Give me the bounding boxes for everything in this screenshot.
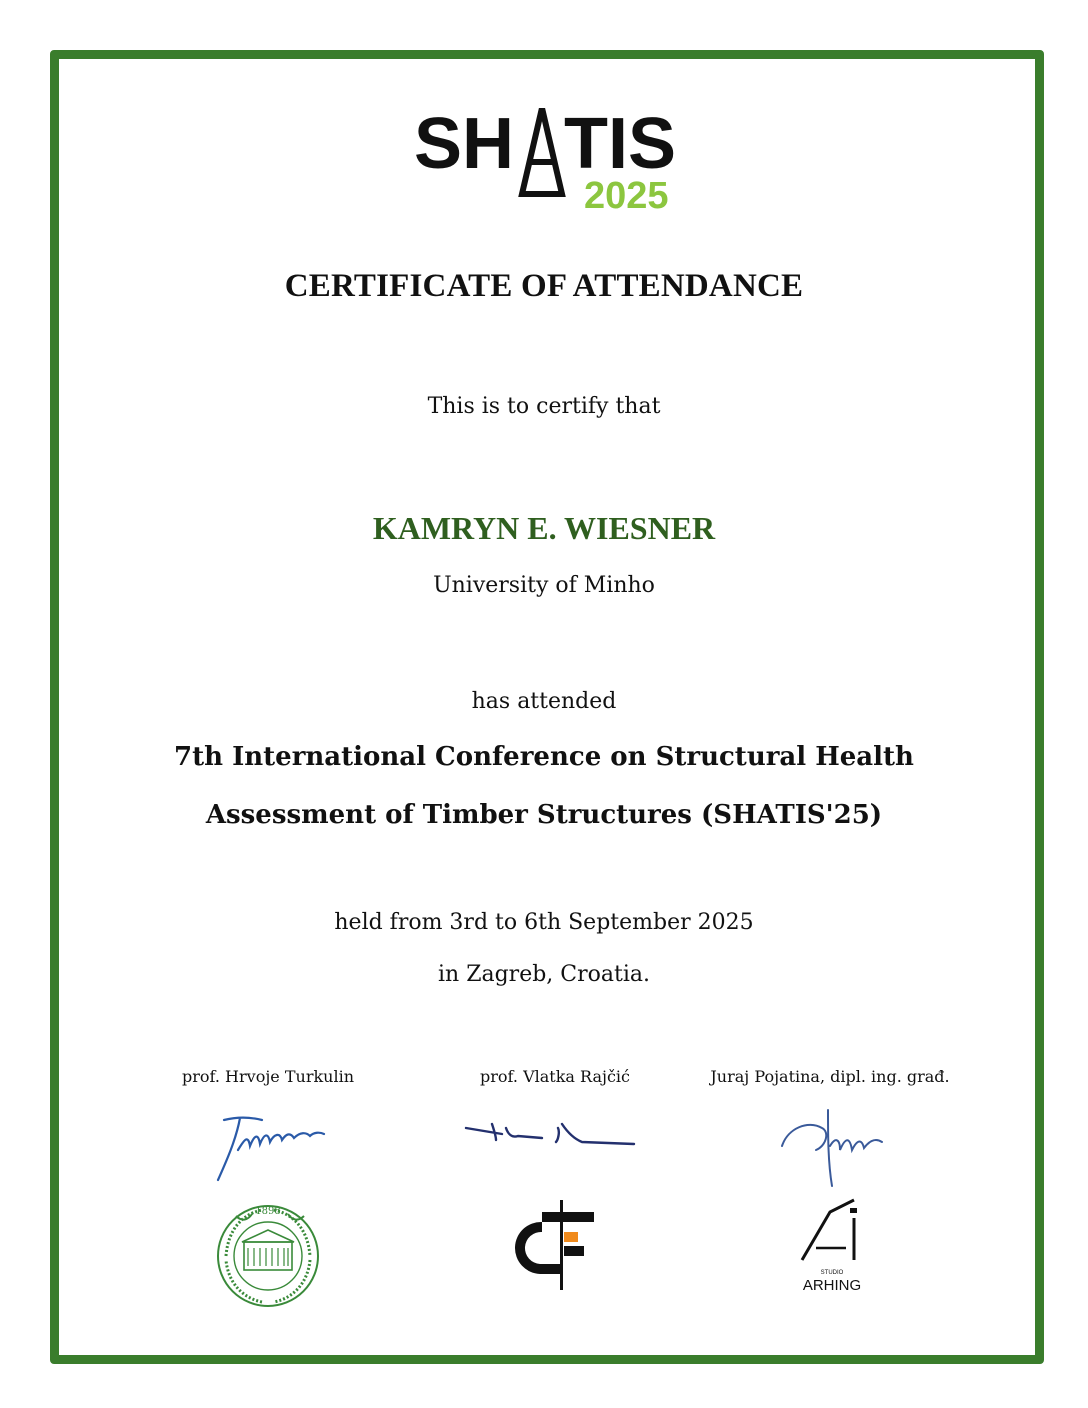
logo-year: 2025: [584, 175, 669, 212]
conference-title-line1: 7th International Conference on Structural Health: [174, 742, 914, 772]
arhing-small-label: STUDIO: [820, 1270, 844, 1276]
event-dates: held from 3rd to 6th September 2025: [334, 910, 754, 935]
signature-3-image: [778, 1106, 890, 1188]
conference-title-line2: Assessment of Timber Structures (SHATIS'25): [205, 800, 883, 830]
arhing-name-label: ARHING: [802, 1277, 862, 1294]
faculty-seal-emblem: [212, 1200, 324, 1308]
attendee-affiliation: University of Minho: [433, 573, 655, 598]
has-attended-text: has attended: [471, 689, 617, 714]
event-location: in Zagreb, Croatia.: [438, 962, 650, 987]
studio-arhing-logo: [794, 1198, 870, 1296]
logo-triangle-a: [522, 108, 562, 194]
signatory-name-1: prof. Hrvoje Turkulin: [182, 1067, 354, 1086]
svg-text:1898: 1898: [255, 1206, 281, 1217]
signatory-name-2: prof. Vlatka Rajčić: [480, 1067, 630, 1086]
attendee-name: KAMRYN E. WIESNER: [372, 510, 716, 546]
signature-2-image: [462, 1118, 638, 1150]
certificate-title: CERTIFICATE OF ATTENDANCE: [284, 268, 804, 304]
logo-sh: SH: [414, 108, 515, 184]
faculty-gf-logo: [512, 1198, 598, 1294]
logo-tis: TIS: [564, 108, 677, 184]
signatory-name-3: Juraj Pojatina, dipl. ing. građ.: [710, 1067, 950, 1086]
signature-1-image: [210, 1110, 330, 1186]
certify-intro: This is to certify that: [427, 394, 661, 419]
shatis-2025-logo: [414, 108, 678, 212]
